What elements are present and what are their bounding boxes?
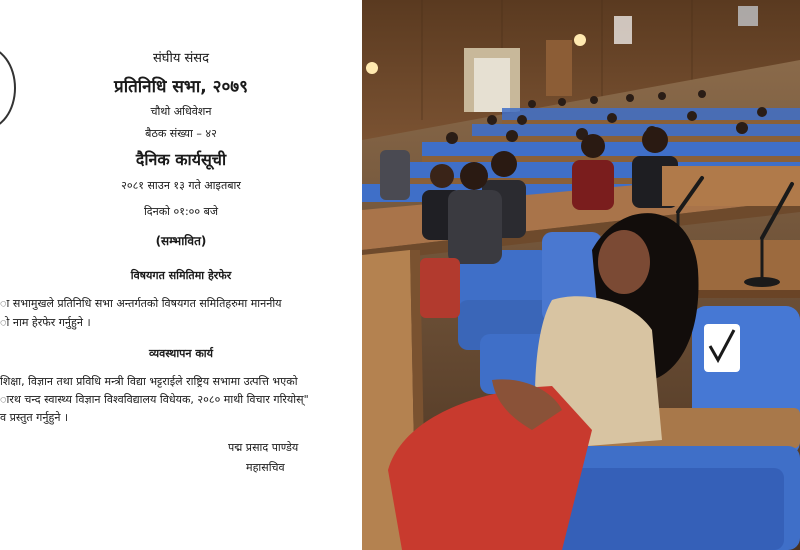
- session-label: चौथो अधिवेशन: [150, 105, 212, 118]
- section1-line2: ो नाम हेरफेर गर्नुहुने ।: [0, 316, 91, 329]
- doc-status: (सम्भावित): [155, 234, 207, 248]
- wall-lamp-icon: [574, 34, 586, 46]
- section2-line2: ारथ चन्द स्वास्थ्य विज्ञान विश्वविद्यालय विधेयक, २०८० माथी विचार गरियोस्": [0, 393, 309, 406]
- meeting-number: बैठक संख्या – ४२: [145, 127, 217, 140]
- signatory-name: पद्म प्रसाद पाण्डेय: [228, 441, 299, 454]
- section2-line3: व प्रस्तुत गर्नुहुने ।: [0, 411, 69, 424]
- section2-line1: शिक्षा, विज्ञान तथा प्रविधि मन्त्री विद्या भट्टराईले राष्ट्रिय सभामा उत्पत्ति भएको: [0, 375, 298, 388]
- section-heading-legislation: व्यवस्थापन कार्य: [148, 347, 214, 360]
- parliament-hall-photo: [362, 0, 800, 550]
- house-title: प्रतिनिधि सभा, २०७९: [114, 77, 248, 97]
- doc-header: संघीय संसद: [153, 51, 209, 66]
- agenda-document: [0, 0, 362, 550]
- doc-date: २०८१ साउन १३ गते आइतबार: [121, 179, 241, 192]
- section-heading-committee: विषयगत समितिमा हेरफेर: [130, 269, 232, 282]
- section1-line1: ा सभामुखले प्रतिनिधि सभा अन्तर्गतको विषयगत समितिहरुमा माननीय: [0, 297, 282, 310]
- doc-title: दैनिक कार्यसूची: [135, 150, 227, 169]
- signatory-title: महासचिव: [246, 461, 285, 474]
- doc-time: दिनको ०१:०० बजे: [143, 205, 219, 218]
- hall-photo-illustration: [362, 0, 800, 550]
- wall-lamp-icon: [366, 62, 378, 74]
